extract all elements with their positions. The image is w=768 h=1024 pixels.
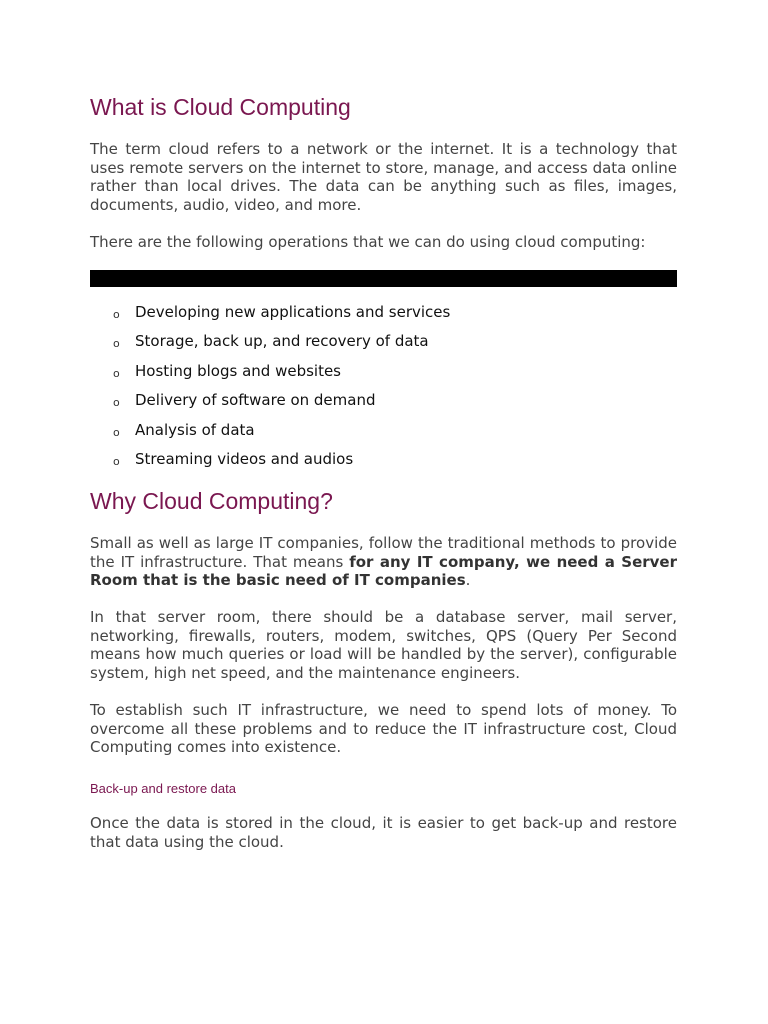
heading-back-up-and-restore-data: Back-up and restore data xyxy=(90,781,236,796)
list-item xyxy=(90,302,677,331)
bullet-icon: o xyxy=(113,396,120,410)
list-item xyxy=(90,361,677,390)
backup-paragraph: Once the data is stored in the cloud, it is easier to get back-up and restore that data using the cloud. xyxy=(90,814,677,851)
bullet-icon: o xyxy=(113,366,120,380)
list-item-label: Storage, back up, and recovery of data xyxy=(135,332,429,351)
bullet-icon: o xyxy=(113,425,120,439)
bullet-icon: o xyxy=(113,308,120,321)
list-item xyxy=(90,449,677,478)
infrastructure-text-start: Small as well as large IT companies, follow the traditional methods to provide the IT infrastructure. That means xyxy=(90,534,677,571)
infrastructure-text-end: . xyxy=(465,571,471,590)
black-divider-bar xyxy=(90,270,677,287)
intro-paragraph: The term cloud refers to a network or the internet. It is a technology that uses remote servers on the internet to store, manage, and access data online rather than local drives. The data can be anything such as files, images, documents, audio, video, and more. xyxy=(90,140,677,214)
bullet-icon: o xyxy=(113,454,120,468)
list-item xyxy=(90,420,677,449)
list-item xyxy=(90,390,677,419)
list-item-label: Delivery of software on demand xyxy=(135,391,376,410)
cost-paragraph: To establish such IT infrastructure, we need to spend lots of money. To overcome all these problems and to reduce the IT infrastructure cost, Cloud Computing comes into existence. xyxy=(90,701,677,757)
list-item-label: Streaming videos and audios xyxy=(135,449,354,468)
server-room-emphasis: for any IT company, we need a Server Room that is the basic need of IT companies xyxy=(90,552,677,590)
heading-why-cloud-computing: Why Cloud Computing? xyxy=(90,488,333,514)
list-item-label: Hosting blogs and websites xyxy=(135,361,342,380)
list-item-label: Analysis of data xyxy=(135,420,255,439)
server-room-paragraph: In that server room, there should be a database server, mail server, networking, firewalls, routers, modem, switches, QPS (Query Per Second means how much queries or load will be handled by the server), configurable system, high net speed, and the maintenance engineers. xyxy=(90,608,677,682)
operations-lead-paragraph: There are the following operations that we can do using cloud computing: xyxy=(90,233,646,251)
list-item-label: Developing new applications and services xyxy=(135,303,451,321)
bullet-icon: o xyxy=(113,337,120,351)
list-item xyxy=(90,331,677,360)
heading-what-is-cloud-computing: What is Cloud Computing xyxy=(90,94,351,120)
operations-list xyxy=(90,302,677,478)
infrastructure-paragraph xyxy=(90,534,677,590)
